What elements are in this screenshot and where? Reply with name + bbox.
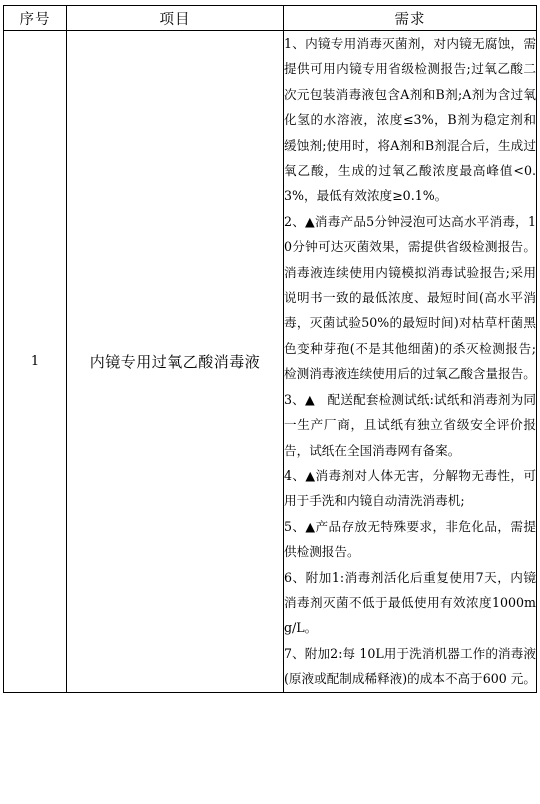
requirements-table (3, 5, 537, 693)
header-serial-number: 序号 (4, 6, 67, 31)
requirement-1: 1、内镜专用消毒灭菌剂，对内镜无腐蚀，需提供可用内镜专用省级检测报告;过氧乙酸二次元包装消毒液包含A剂和B剂;A剂为含过氧化氢的水溶液，浓度≤3%，B剂为稳定剂和缓蚀剂;使用时，将A剂和B剂混合后，生成过氧乙酸，生成的过氧乙酸浓度最高峰值<0.3%，最低有效浓度≥0.1%。 (284, 36, 536, 204)
requirement-5: 5、▲产品存放无特殊要求，非危化品，需提供检测报告。 (284, 518, 536, 560)
header-requirements: 需求 (284, 6, 537, 31)
table-header-row (4, 6, 537, 31)
row-serial-number: 1 (4, 31, 67, 693)
requirement-3: 3、▲ 配送配套检测试纸:试纸和消毒剂为同一生产厂商，且试纸有独立省级安全评价报告，试纸在全国消毒网有备案。 (284, 391, 536, 458)
requirement-7: 7、附加2:每 10L用于洗消机器工作的消毒液(原液或配制成稀释液)的成本不高于600 元。 (284, 645, 536, 687)
row-item-name: 内镜专用过氧乙酸消毒液 (67, 31, 284, 693)
row-requirements-cell (284, 31, 537, 693)
requirement-2: 2、▲消毒产品5分钟浸泡可达高水平消毒，10分钟可达灭菌效果，需提供省级检测报告。消毒液连续使用内镜模拟消毒试验报告;采用说明书一致的最低浓度、最短时间(高水平消毒，灭菌试验50%的最短时间)对枯草杆菌黑色变种芽孢(不是其他细菌)的杀灭检测报告;检测消毒液连续使用后的过氧乙酸含量报告。 (284, 213, 536, 382)
requirement-4: 4、▲消毒剂对人体无害，分解物无毒性，可用于手洗和内镜自动清洗消毒机; (284, 467, 536, 509)
requirement-6: 6、附加1:消毒剂活化后重复使用7天，内镜消毒剂灭菌不低于最低使用有效浓度1000mg/L。 (284, 569, 536, 636)
header-item: 项目 (67, 6, 284, 31)
table-row (4, 31, 537, 693)
